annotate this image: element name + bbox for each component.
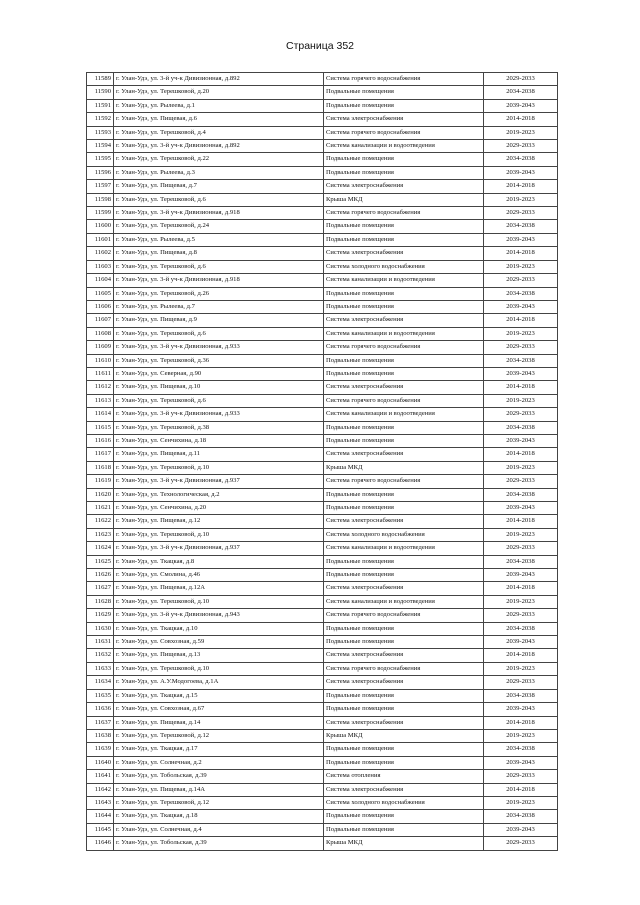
period-cell: 2029-2033 (484, 609, 558, 622)
row-number: 11640 (87, 756, 114, 769)
period-cell: 2019-2023 (484, 796, 558, 809)
table-row (87, 99, 558, 112)
row-number: 11595 (87, 153, 114, 166)
address-cell: г. Улан-Удэ, ул. Совхозная, д.59 (114, 636, 324, 649)
row-number: 11606 (87, 300, 114, 313)
period-cell: 2019-2023 (484, 595, 558, 608)
table-row (87, 461, 558, 474)
period-cell: 2039-2043 (484, 569, 558, 582)
period-cell: 2029-2033 (484, 542, 558, 555)
table-row (87, 676, 558, 689)
period-cell: 2029-2033 (484, 676, 558, 689)
period-cell: 2029-2033 (484, 837, 558, 850)
table-row (87, 207, 558, 220)
address-cell: г. Улан-Удэ, ул. Терешковой, д.4 (114, 126, 324, 139)
table-row (87, 274, 558, 287)
system-cell: Система горячего водоснабжения (324, 126, 484, 139)
row-number: 11591 (87, 99, 114, 112)
table-row (87, 434, 558, 447)
address-cell: г. Улан-Удэ, ул. Совхозная, д.67 (114, 703, 324, 716)
table-row (87, 314, 558, 327)
system-cell: Система электроснабжения (324, 448, 484, 461)
row-number: 11609 (87, 341, 114, 354)
row-number: 11639 (87, 743, 114, 756)
address-cell: г. Улан-Удэ, ул. А.У.Модогоева, д.1А (114, 676, 324, 689)
system-cell: Подвальные помещения (324, 823, 484, 836)
table-row (87, 113, 558, 126)
table-row (87, 488, 558, 501)
table-row (87, 367, 558, 380)
system-cell: Крыша МКД (324, 837, 484, 850)
table-row (87, 448, 558, 461)
row-number: 11603 (87, 260, 114, 273)
system-cell: Система канализации и водоотведения (324, 542, 484, 555)
table-row (87, 743, 558, 756)
system-cell: Крыша МКД (324, 461, 484, 474)
period-cell: 2039-2043 (484, 434, 558, 447)
table-row (87, 153, 558, 166)
period-cell: 2039-2043 (484, 300, 558, 313)
row-number: 11632 (87, 649, 114, 662)
period-cell: 2019-2023 (484, 461, 558, 474)
row-number: 11589 (87, 73, 114, 86)
system-cell: Подвальные помещения (324, 689, 484, 702)
row-number: 11610 (87, 354, 114, 367)
row-number: 11611 (87, 367, 114, 380)
system-cell: Система канализации и водоотведения (324, 140, 484, 153)
system-cell: Подвальные помещения (324, 99, 484, 112)
system-cell: Система холодного водоснабжения (324, 528, 484, 541)
system-cell: Подвальные помещения (324, 810, 484, 823)
row-number: 11596 (87, 166, 114, 179)
system-cell: Подвальные помещения (324, 434, 484, 447)
table-row (87, 73, 558, 86)
table-row (87, 716, 558, 729)
row-number: 11618 (87, 461, 114, 474)
row-number: 11635 (87, 689, 114, 702)
address-cell: г. Улан-Удэ, ул. Смолина, д.46 (114, 569, 324, 582)
period-cell: 2039-2043 (484, 99, 558, 112)
period-cell: 2014-2018 (484, 113, 558, 126)
table-row (87, 689, 558, 702)
system-cell: Система горячего водоснабжения (324, 73, 484, 86)
system-cell: Система горячего водоснабжения (324, 662, 484, 675)
row-number: 11617 (87, 448, 114, 461)
address-cell: г. Улан-Удэ, ул. Тобольская, д.39 (114, 837, 324, 850)
table-row (87, 528, 558, 541)
system-cell: Система электроснабжения (324, 314, 484, 327)
address-cell: г. Улан-Удэ, ул. 3-й уч-к Дивизионная, д.892 (114, 140, 324, 153)
address-cell: г. Улан-Удэ, ул. Терешковой, д.20 (114, 86, 324, 99)
period-cell: 2034-2038 (484, 287, 558, 300)
period-cell: 2014-2018 (484, 381, 558, 394)
period-cell: 2034-2038 (484, 555, 558, 568)
system-cell: Система горячего водоснабжения (324, 475, 484, 488)
table-row (87, 140, 558, 153)
period-cell: 2029-2033 (484, 341, 558, 354)
address-cell: г. Улан-Удэ, ул. Северная, д.90 (114, 367, 324, 380)
address-cell: г. Улан-Удэ, ул. Пищевая, д.14 (114, 716, 324, 729)
row-number: 11599 (87, 207, 114, 220)
period-cell: 2014-2018 (484, 180, 558, 193)
table-row (87, 193, 558, 206)
table-row (87, 86, 558, 99)
period-cell: 2039-2043 (484, 233, 558, 246)
row-number: 11616 (87, 434, 114, 447)
period-cell: 2034-2038 (484, 810, 558, 823)
row-number: 11622 (87, 515, 114, 528)
table-row (87, 582, 558, 595)
row-number: 11646 (87, 837, 114, 850)
system-cell: Система горячего водоснабжения (324, 341, 484, 354)
row-number: 11623 (87, 528, 114, 541)
address-cell: г. Улан-Удэ, ул. 3-й уч-к Дивизионная, д.892 (114, 73, 324, 86)
address-cell: г. Улан-Удэ, ул. Терешковой, д.12 (114, 729, 324, 742)
row-number: 11624 (87, 542, 114, 555)
address-cell: г. Улан-Удэ, ул. Пищевая, д.13 (114, 649, 324, 662)
period-cell: 2034-2038 (484, 689, 558, 702)
address-cell: г. Улан-Удэ, ул. Ткацкая, д.10 (114, 622, 324, 635)
table-row (87, 381, 558, 394)
row-number: 11601 (87, 233, 114, 246)
address-cell: г. Улан-Удэ, ул. Пищевая, д.8 (114, 247, 324, 260)
table-row (87, 636, 558, 649)
address-cell: г. Улан-Удэ, ул. Ткацкая, д.8 (114, 555, 324, 568)
system-cell: Система электроснабжения (324, 649, 484, 662)
row-number: 11644 (87, 810, 114, 823)
table-row (87, 327, 558, 340)
data-table-container (86, 72, 558, 851)
table-row (87, 569, 558, 582)
system-cell: Система канализации и водоотведения (324, 274, 484, 287)
address-cell: г. Улан-Удэ, ул. Терешковой, д.10 (114, 662, 324, 675)
address-cell: г. Улан-Удэ, ул. Терешковой, д.26 (114, 287, 324, 300)
table-row (87, 837, 558, 850)
table-row (87, 394, 558, 407)
row-number: 11594 (87, 140, 114, 153)
period-cell: 2029-2033 (484, 207, 558, 220)
system-cell: Подвальные помещения (324, 502, 484, 515)
row-number: 11629 (87, 609, 114, 622)
system-cell: Система холодного водоснабжения (324, 796, 484, 809)
row-number: 11608 (87, 327, 114, 340)
period-cell: 2014-2018 (484, 582, 558, 595)
period-cell: 2019-2023 (484, 394, 558, 407)
system-cell: Крыша МКД (324, 729, 484, 742)
system-cell: Система электроснабжения (324, 180, 484, 193)
row-number: 11604 (87, 274, 114, 287)
row-number: 11600 (87, 220, 114, 233)
row-number: 11598 (87, 193, 114, 206)
table-row (87, 770, 558, 783)
period-cell: 2039-2043 (484, 703, 558, 716)
period-cell: 2019-2023 (484, 126, 558, 139)
period-cell: 2014-2018 (484, 783, 558, 796)
address-cell: г. Улан-Удэ, ул. Пищевая, д.6 (114, 113, 324, 126)
table-row (87, 421, 558, 434)
period-cell: 2039-2043 (484, 756, 558, 769)
row-number: 11636 (87, 703, 114, 716)
system-cell: Система электроснабжения (324, 515, 484, 528)
address-cell: г. Улан-Удэ, ул. 3-й уч-к Дивизионная, д.943 (114, 609, 324, 622)
address-cell: г. Улан-Удэ, ул. Технологическая, д.2 (114, 488, 324, 501)
address-cell: г. Улан-Удэ, ул. Рылеева, д.1 (114, 99, 324, 112)
period-cell: 2014-2018 (484, 716, 558, 729)
system-cell: Система холодного водоснабжения (324, 260, 484, 273)
period-cell: 2029-2033 (484, 73, 558, 86)
address-cell: г. Улан-Удэ, ул. Пищевая, д.10 (114, 381, 324, 394)
table-row (87, 166, 558, 179)
table-row (87, 180, 558, 193)
address-cell: г. Улан-Удэ, ул. Рылеева, д.5 (114, 233, 324, 246)
system-cell: Подвальные помещения (324, 354, 484, 367)
address-cell: г. Улан-Удэ, ул. 3-й уч-к Дивизионная, д.933 (114, 341, 324, 354)
address-cell: г. Улан-Удэ, ул. Терешковой, д.6 (114, 327, 324, 340)
row-number: 11597 (87, 180, 114, 193)
table-row (87, 475, 558, 488)
table-row (87, 649, 558, 662)
address-cell: г. Улан-Удэ, ул. Терешковой, д.10 (114, 461, 324, 474)
system-cell: Подвальные помещения (324, 555, 484, 568)
address-cell: г. Улан-Удэ, ул. Солнечная, д.2 (114, 756, 324, 769)
address-cell: г. Улан-Удэ, ул. Терешковой, д.12 (114, 796, 324, 809)
period-cell: 2029-2033 (484, 408, 558, 421)
row-number: 11607 (87, 314, 114, 327)
table-row (87, 233, 558, 246)
table-row (87, 542, 558, 555)
address-cell: г. Улан-Удэ, ул. Терешковой, д.6 (114, 394, 324, 407)
address-cell: г. Улан-Удэ, ул. Рылеева, д.3 (114, 166, 324, 179)
address-cell: г. Улан-Удэ, ул. 3-й уч-к Дивизионная, д.937 (114, 475, 324, 488)
row-number: 11605 (87, 287, 114, 300)
system-cell: Подвальные помещения (324, 300, 484, 313)
address-cell: г. Улан-Удэ, ул. Терешковой, д.10 (114, 595, 324, 608)
period-cell: 2014-2018 (484, 649, 558, 662)
table-body (87, 73, 558, 851)
table-row (87, 247, 558, 260)
table-row (87, 662, 558, 675)
table-row (87, 300, 558, 313)
table-row (87, 729, 558, 742)
row-number: 11630 (87, 622, 114, 635)
row-number: 11625 (87, 555, 114, 568)
period-cell: 2034-2038 (484, 86, 558, 99)
system-cell: Подвальные помещения (324, 703, 484, 716)
table-row (87, 756, 558, 769)
address-cell: г. Улан-Удэ, ул. Пищевая, д.7 (114, 180, 324, 193)
address-cell: г. Улан-Удэ, ул. Терешковой, д.10 (114, 528, 324, 541)
system-cell: Подвальные помещения (324, 622, 484, 635)
row-number: 11634 (87, 676, 114, 689)
system-cell: Система горячего водоснабжения (324, 207, 484, 220)
row-number: 11592 (87, 113, 114, 126)
table-row (87, 783, 558, 796)
system-cell: Подвальные помещения (324, 86, 484, 99)
row-number: 11633 (87, 662, 114, 675)
system-cell: Система канализации и водоотведения (324, 595, 484, 608)
row-number: 11614 (87, 408, 114, 421)
row-number: 11641 (87, 770, 114, 783)
address-cell: г. Улан-Удэ, ул. Сенчихина, д.20 (114, 502, 324, 515)
period-cell: 2019-2023 (484, 528, 558, 541)
system-cell: Система электроснабжения (324, 716, 484, 729)
row-number: 11643 (87, 796, 114, 809)
period-cell: 2019-2023 (484, 327, 558, 340)
repair-schedule-table (86, 72, 558, 851)
system-cell: Система электроснабжения (324, 381, 484, 394)
row-number: 11590 (87, 86, 114, 99)
table-row (87, 502, 558, 515)
address-cell: г. Улан-Удэ, ул. Ткацкая, д.15 (114, 689, 324, 702)
row-number: 11642 (87, 783, 114, 796)
row-number: 11615 (87, 421, 114, 434)
period-cell: 2034-2038 (484, 488, 558, 501)
system-cell: Система отопления (324, 770, 484, 783)
address-cell: г. Улан-Удэ, ул. Пищевая, д.14А (114, 783, 324, 796)
period-cell: 2034-2038 (484, 220, 558, 233)
period-cell: 2014-2018 (484, 314, 558, 327)
address-cell: г. Улан-Удэ, ул. 3-й уч-к Дивизионная, д.918 (114, 207, 324, 220)
period-cell: 2039-2043 (484, 636, 558, 649)
address-cell: г. Улан-Удэ, ул. 3-й уч-к Дивизионная, д.937 (114, 542, 324, 555)
period-cell: 2039-2043 (484, 166, 558, 179)
system-cell: Подвальные помещения (324, 636, 484, 649)
table-row (87, 810, 558, 823)
system-cell: Подвальные помещения (324, 743, 484, 756)
system-cell: Система электроснабжения (324, 247, 484, 260)
address-cell: г. Улан-Удэ, ул. Терешковой, д.36 (114, 354, 324, 367)
system-cell: Система электроснабжения (324, 113, 484, 126)
system-cell: Крыша МКД (324, 193, 484, 206)
row-number: 11628 (87, 595, 114, 608)
table-row (87, 703, 558, 716)
period-cell: 2034-2038 (484, 153, 558, 166)
system-cell: Система электроснабжения (324, 676, 484, 689)
period-cell: 2029-2033 (484, 475, 558, 488)
table-row (87, 341, 558, 354)
period-cell: 2014-2018 (484, 247, 558, 260)
period-cell: 2019-2023 (484, 662, 558, 675)
address-cell: г. Улан-Удэ, ул. Пищевая, д.12А (114, 582, 324, 595)
table-row (87, 354, 558, 367)
system-cell: Подвальные помещения (324, 488, 484, 501)
period-cell: 2029-2033 (484, 770, 558, 783)
address-cell: г. Улан-Удэ, ул. Тобольская, д.39 (114, 770, 324, 783)
row-number: 11612 (87, 381, 114, 394)
address-cell: г. Улан-Удэ, ул. Солнечная, д.4 (114, 823, 324, 836)
system-cell: Подвальные помещения (324, 569, 484, 582)
address-cell: г. Улан-Удэ, ул. Пищевая, д.11 (114, 448, 324, 461)
system-cell: Подвальные помещения (324, 220, 484, 233)
period-cell: 2029-2033 (484, 274, 558, 287)
table-row (87, 555, 558, 568)
row-number: 11638 (87, 729, 114, 742)
row-number: 11619 (87, 475, 114, 488)
row-number: 11626 (87, 569, 114, 582)
table-row (87, 126, 558, 139)
period-cell: 2019-2023 (484, 193, 558, 206)
period-cell: 2019-2023 (484, 729, 558, 742)
period-cell: 2029-2033 (484, 140, 558, 153)
address-cell: г. Улан-Удэ, ул. Терешковой, д.24 (114, 220, 324, 233)
system-cell: Подвальные помещения (324, 756, 484, 769)
address-cell: г. Улан-Удэ, ул. 3-й уч-к Дивизионная, д.933 (114, 408, 324, 421)
period-cell: 2039-2043 (484, 367, 558, 380)
row-number: 11627 (87, 582, 114, 595)
table-row (87, 609, 558, 622)
system-cell: Система электроснабжения (324, 582, 484, 595)
period-cell: 2034-2038 (484, 354, 558, 367)
page-title: Страница 352 (285, 40, 355, 52)
table-row (87, 287, 558, 300)
address-cell: г. Улан-Удэ, ул. Ткацкая, д.18 (114, 810, 324, 823)
period-cell: 2039-2043 (484, 823, 558, 836)
system-cell: Система канализации и водоотведения (324, 327, 484, 340)
period-cell: 2019-2023 (484, 260, 558, 273)
address-cell: г. Улан-Удэ, ул. Ткацкая, д.17 (114, 743, 324, 756)
table-row (87, 408, 558, 421)
period-cell: 2034-2038 (484, 421, 558, 434)
period-cell: 2034-2038 (484, 622, 558, 635)
system-cell: Система канализации и водоотведения (324, 408, 484, 421)
row-number: 11613 (87, 394, 114, 407)
table-row (87, 260, 558, 273)
address-cell: г. Улан-Удэ, ул. Терешковой, д.22 (114, 153, 324, 166)
row-number: 11602 (87, 247, 114, 260)
row-number: 11631 (87, 636, 114, 649)
address-cell: г. Улан-Удэ, ул. 3-й уч-к Дивизионная, д.918 (114, 274, 324, 287)
table-row (87, 515, 558, 528)
system-cell: Подвальные помещения (324, 233, 484, 246)
row-number: 11621 (87, 502, 114, 515)
address-cell: г. Улан-Удэ, ул. Терешковой, д.38 (114, 421, 324, 434)
row-number: 11645 (87, 823, 114, 836)
table-row (87, 220, 558, 233)
system-cell: Подвальные помещения (324, 166, 484, 179)
period-cell: 2014-2018 (484, 448, 558, 461)
address-cell: г. Улан-Удэ, ул. Сенчихина, д.18 (114, 434, 324, 447)
system-cell: Система горячего водоснабжения (324, 609, 484, 622)
address-cell: г. Улан-Удэ, ул. Терешковой, д.6 (114, 260, 324, 273)
table-row (87, 595, 558, 608)
system-cell: Система горячего водоснабжения (324, 394, 484, 407)
row-number: 11620 (87, 488, 114, 501)
period-cell: 2039-2043 (484, 502, 558, 515)
system-cell: Подвальные помещения (324, 421, 484, 434)
address-cell: г. Улан-Удэ, ул. Пищевая, д.12 (114, 515, 324, 528)
table-row (87, 823, 558, 836)
table-row (87, 796, 558, 809)
system-cell: Подвальные помещения (324, 287, 484, 300)
period-cell: 2034-2038 (484, 743, 558, 756)
table-row (87, 622, 558, 635)
address-cell: г. Улан-Удэ, ул. Рылеева, д.7 (114, 300, 324, 313)
row-number: 11637 (87, 716, 114, 729)
row-number: 11593 (87, 126, 114, 139)
system-cell: Подвальные помещения (324, 153, 484, 166)
address-cell: г. Улан-Удэ, ул. Терешковой, д.6 (114, 193, 324, 206)
system-cell: Подвальные помещения (324, 367, 484, 380)
address-cell: г. Улан-Удэ, ул. Пищевая, д.9 (114, 314, 324, 327)
system-cell: Система электроснабжения (324, 783, 484, 796)
period-cell: 2014-2018 (484, 515, 558, 528)
